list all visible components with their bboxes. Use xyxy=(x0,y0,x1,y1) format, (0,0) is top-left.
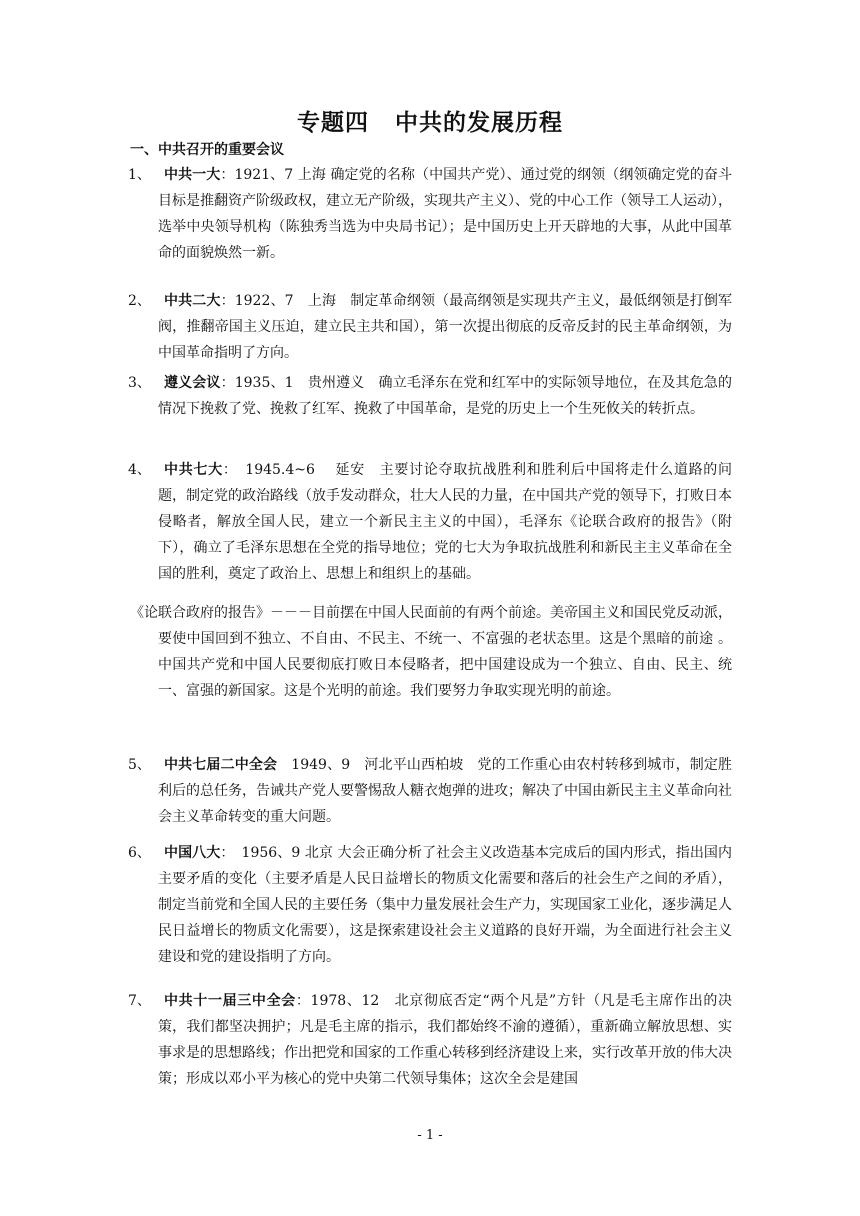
list-item xyxy=(128,457,733,587)
list-item xyxy=(128,288,732,366)
item-text: 1949、9 河北平山西柏坡 党的工作重心由农村转移到城市，制定胜利后的总任务，告诫共产党人要警惕敌人糖衣炮弹的进攻；解决了中国由新民主主义革命向社会主义革命转变的重大问题。 xyxy=(158,757,732,825)
item-lead: 遵义会议 xyxy=(164,375,221,391)
list-item xyxy=(128,988,733,1092)
quote-paragraph xyxy=(130,600,732,704)
item-text: ：1922、7 上海 制定革命纲领（最高纲领是实现共产主义，最低纲领是打倒军阀，推翻帝国主义压迫，建立民主共和国），第一次提出彻底的反帝反封的民主革命纲领，为中国革命指明了方向。 xyxy=(158,293,732,361)
item-number: 4、 xyxy=(128,462,151,478)
item-text: ：1978、12 北京彻底否定“两个凡是”方针（凡是毛主席作出的决策，我们都坚决拥护；凡是毛主席的指示，我们都始终不渝的遵循），重新确立解放思想、实事求是的思想路线；作出把党和国家的工作重心转移到经济建设上来，实行改革开放的伟大决策；形成以邓小平为核心的党中央第二代领导集体；这次全会是建国 xyxy=(158,993,733,1087)
page-title xyxy=(0,104,860,137)
item-lead: 中共十一届三中全会 xyxy=(164,993,296,1009)
list-item xyxy=(128,162,733,266)
item-number: 7、 xyxy=(128,993,151,1009)
page-number: - 1 - xyxy=(417,1128,443,1143)
item-number: 3、 xyxy=(128,375,151,391)
list-item xyxy=(128,752,732,830)
item-lead: 中共七届二中全会 xyxy=(164,757,278,773)
title-topic-name: 中共的发展历程 xyxy=(395,110,563,136)
item-lead: 中共二大 xyxy=(164,293,221,309)
section-heading: 一、中共召开的重要会议 xyxy=(130,142,284,158)
list-item xyxy=(128,840,733,970)
item-lead: 中共一大 xyxy=(164,167,221,183)
item-number: 1、 xyxy=(128,167,151,183)
item-lead: 中国八大 xyxy=(164,845,221,861)
title-topic-number: 专题四 xyxy=(297,110,369,136)
item-text: ： 1956、9 北京 大会正确分析了社会主义改造基本完成后的国内形式，指出国内主要矛盾的变化（主要矛盾是人民日益增长的物质文化需要和落后的社会生产之间的矛盾），制定当前党和全国人民的主要任务（集中力量发展社会生产力，实现国家工业化，逐步满足人民日益增长的物质文化需要），这是探索建设社会主义道路的良好开端，为全面进行社会主义建设和党的建设指明了方向。 xyxy=(158,845,733,965)
item-number: 2、 xyxy=(128,293,151,309)
item-text: ：1935、1 贵州遵义 确立毛泽东在党和红军中的实际领导地位，在及其危急的情况下挽救了党、挽救了红军、挽救了中国革命，是党的历史上一个生死攸关的转折点。 xyxy=(158,375,732,417)
item-text: ：1921、7 上海 确定党的名称（中国共产党）、通过党的纲领（纲领确定党的奋斗目标是推翻资产阶级政权，建立无产阶级，实现共产主义）、党的中心工作（领导工人运动），选举中央领导机构（陈独秀当选为中央局书记）；是中国历史上开天辟地的大事，从此中国革命的面貌焕然一新。 xyxy=(158,167,733,261)
quote-text: 《论联合政府的报告》－－－目前摆在中国人民面前的有两个前途。美帝国主义和国民党反动派，要使中国回到不独立、不自由、不民主、不统一、不富强的老状态里。这是个黑暗的前途 。中国共产党和中国人民要彻底打败日本侵略者，把中国建设成为一个独立、自由、民主、统一、富强的新国家。这是个光明的前途。我们要努力争取实现光明的前途。 xyxy=(130,605,732,699)
item-number: 6、 xyxy=(128,845,151,861)
list-item xyxy=(128,370,732,422)
item-text: ： 1945.4~6 延安 主要讨论夺取抗战胜利和胜利后中国将走什么道路的问题，制定党的政治路线（放手发动群众，壮大人民的力量，在中国共产党的领导下，打败日本侵略者，解放全国人民，建立一个新民主主义的中国），毛泽东《论联合政府的报告》（附下），确立了毛泽东思想在全党的指导地位；党的七大为争取抗战胜利和新民主主义革命在全国的胜利，奠定了政治上、思想上和组织上的基础。 xyxy=(158,462,733,582)
item-lead: 中共七大 xyxy=(164,462,223,478)
item-number: 5、 xyxy=(128,757,151,773)
